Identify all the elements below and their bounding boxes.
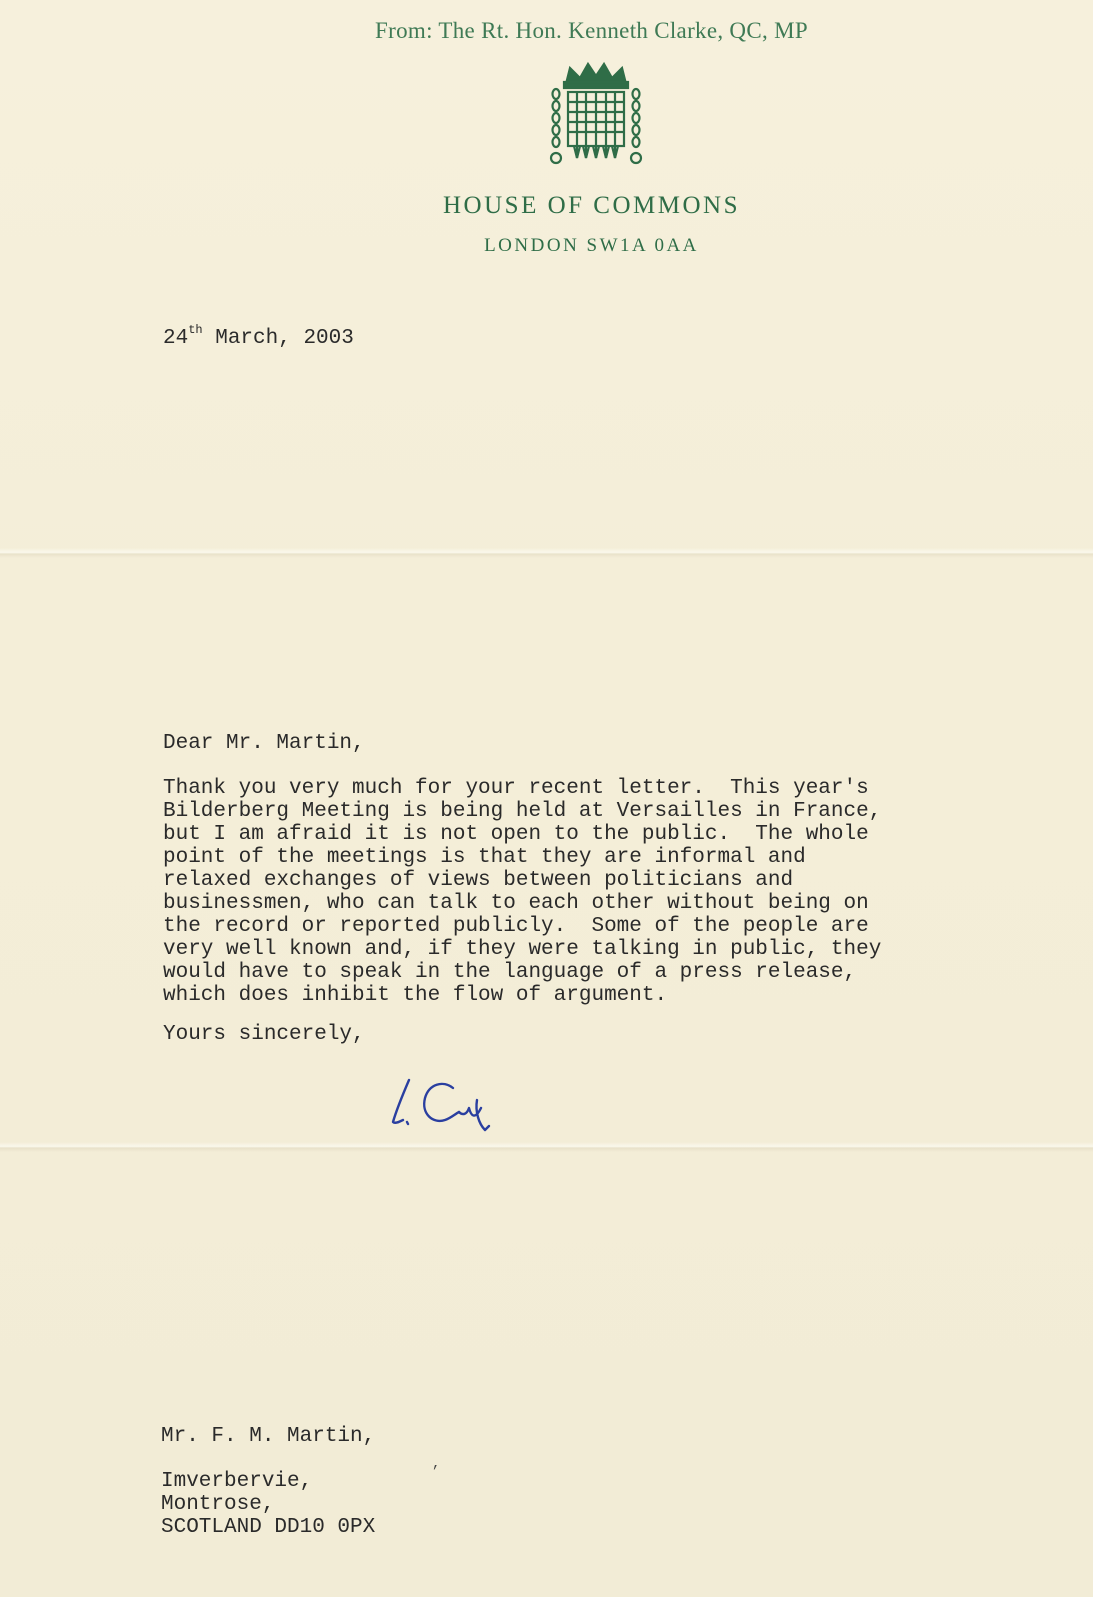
body-line: would have to speak in the language of a press release, <box>163 961 857 984</box>
body-line: businessmen, who can talk to each other without being on <box>163 892 869 915</box>
recipient-address-line: Imverbervie, <box>161 1470 313 1493</box>
body-line: Bilderberg Meeting is being held at Versailles in France, <box>163 800 882 823</box>
recipient-address-line: SCOTLAND DD10 0PX <box>161 1516 376 1539</box>
body-line: but I am afraid it is not open to the public. The whole <box>163 823 869 846</box>
body-line: relaxed exchanges of views between politicians and <box>163 869 794 892</box>
portcullis-icon <box>548 58 644 170</box>
recipient-name: Mr. F. M. Martin, <box>161 1425 376 1448</box>
recipient-address-line: Montrose, <box>161 1493 275 1516</box>
date-suffix: th <box>188 323 203 337</box>
paper-fold-line <box>0 548 1093 558</box>
date-day: 24 <box>163 327 189 350</box>
body-line: Thank you very much for your recent letter. This year's <box>163 777 869 800</box>
letter-body <box>163 777 1043 1007</box>
letter-date <box>163 323 354 350</box>
handwritten-signature <box>385 1072 505 1152</box>
closing: Yours sincerely, <box>163 1023 365 1046</box>
body-line: very well known and, if they were talking in public, they <box>163 938 882 961</box>
body-line: which does inhibit the flow of argument. <box>163 984 668 1007</box>
letterhead-address: LONDON SW1A 0AA <box>484 235 699 256</box>
salutation: Dear Mr. Martin, <box>163 732 365 755</box>
letterhead-from: From: The Rt. Hon. Kenneth Clarke, QC, MP <box>375 18 808 43</box>
paper-fold-line <box>0 1142 1093 1152</box>
body-line: point of the meetings is that they are informal and <box>163 846 806 869</box>
body-line: the record or reported publicly. Some of the people are <box>163 915 869 938</box>
stray-mark: , <box>432 1456 441 1472</box>
letterhead-house: HOUSE OF COMMONS <box>443 192 740 219</box>
date-month-year: March, 2003 <box>202 327 354 350</box>
